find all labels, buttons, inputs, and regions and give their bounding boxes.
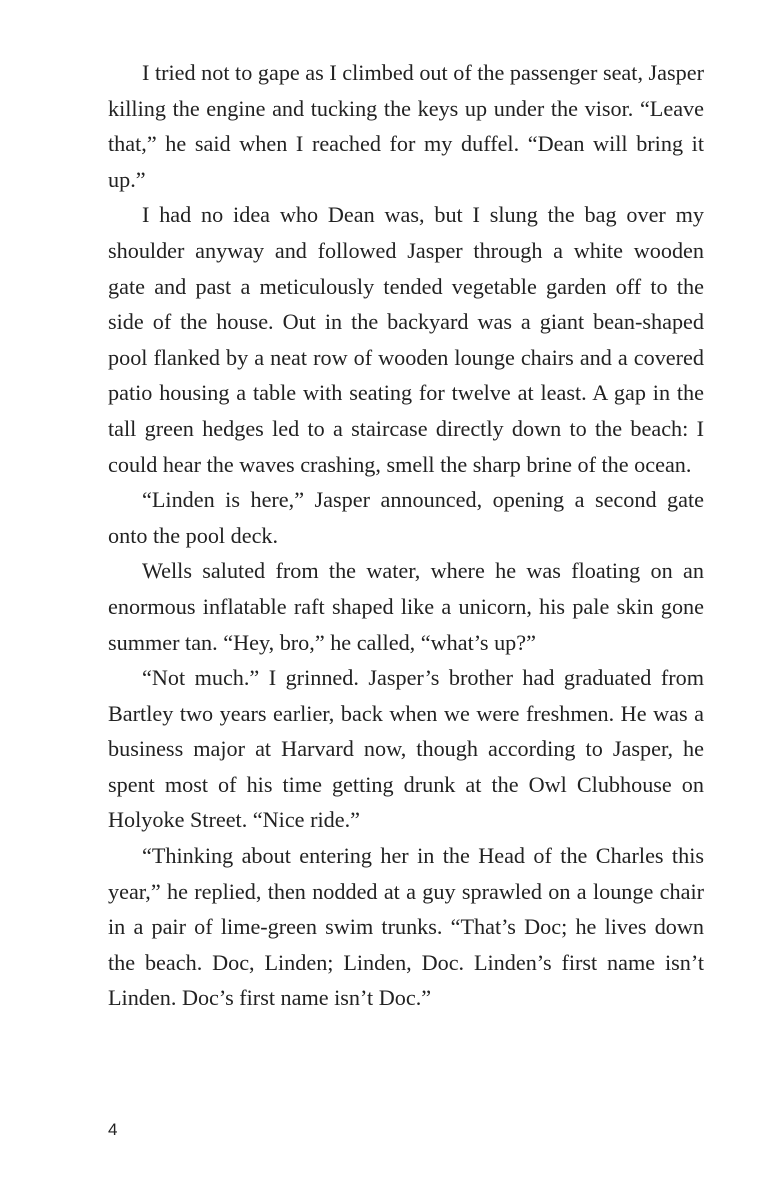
body-text xyxy=(108,55,704,1016)
paragraph-3: “Linden is here,” Jasper announced, opening a second gate onto the pool deck. xyxy=(108,487,704,548)
page-number: 4 xyxy=(108,1120,118,1139)
paragraph-1: I tried not to gape as I climbed out of the passenger seat, Jasper killing the engine and tucking the keys up under the visor. “Leave that,” he said when I reached for my duffel. “Dean will bring it up.” xyxy=(108,60,704,192)
paragraph-4: Wells saluted from the water, where he was floating on an enormous inflatable raft shaped like a unicorn, his pale skin gone summer tan. “Hey, bro,” he called, “what’s up?” xyxy=(108,558,704,655)
paragraph-2: I had no idea who Dean was, but I slung the bag over my shoulder anyway and followed Jasper through a white wooden gate and past a meticulously tended vegetable garden off to the side of the house. Out in the backyard was a giant bean-shaped pool flanked by a neat row of wooden lounge chairs and a covered patio housing a table with seating for twelve at least. A gap in the tall green hedges led to a staircase directly down to the beach: I could hear the waves crashing, smell the sharp brine of the ocean. xyxy=(108,202,704,477)
paragraph-6: “Thinking about entering her in the Head of the Charles this year,” he replied, then nodded at a guy sprawled on a lounge chair in a pair of lime-green swim trunks. “That’s Doc; he lives down the beach. Doc, Linden; Linden, Doc. Linden’s first name isn’t Linden. Doc’s first name isn’t Doc.” xyxy=(108,843,704,1011)
paragraph-5: “Not much.” I grinned. Jasper’s brother had graduated from Bartley two years earlier, back when we were freshmen. He was a business major at Harvard now, though according to Jasper, he spent most of his time getting drunk at the Owl Clubhouse on Holyoke Street. “Nice ride.” xyxy=(108,665,704,833)
